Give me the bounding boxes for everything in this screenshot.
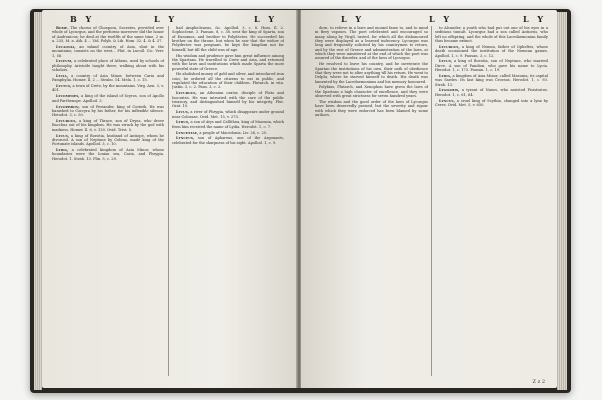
dictionary-entry <box>435 59 548 72</box>
entry-headword: Lycophron, <box>56 104 80 109</box>
right-running-head-left: L Y <box>341 14 365 24</box>
entry-text: a king of Boeotia, son of Neptune, who married Dirce. A son of Pandion, who gave his name to Lycia. Herodot. 1, c. 173. Pausan. 1, c. 19. <box>435 59 548 73</box>
entry-text: He abolished money of gold and silver, and introduced iron coin; he ordered all the citizens to eat in public, and regulated the education of their children. Plutarch. in vita. Justin. 3, c. 2. Paus. 3, c. 2. <box>172 72 284 90</box>
entry-headword: Lycia, <box>56 73 68 78</box>
dictionary-entry <box>172 91 284 108</box>
entry-headword: Lycurgus, <box>176 91 197 96</box>
entry-text: son of Periander, king of Corinth. He was banished to Corcyra by his father, for his inflexible silence. Herodot. 3, c. 50. <box>52 104 164 118</box>
right-column-rule <box>431 26 432 376</box>
dictionary-entry <box>172 136 284 145</box>
left-running-head-right: L Y <box>254 14 278 24</box>
right-page-column-1 <box>315 26 428 376</box>
dictionary-entry <box>52 94 164 103</box>
entry-headword: Lyceum, <box>56 59 73 64</box>
right-page-column-2 <box>435 26 548 376</box>
entry-text: dorn, to relieve in a laws and mound fame to, and to mind in fiery vapours. The poet celebrated and encouraged so many along by Virgil, tasted, for which all the dishonoured they were displayed as a learned indecency. Lycurgus was long and frequently solicited by his countrymen to return, and by the rest of Greece and administration of the laws, at which they were ministered at the end of which the poet was assured of the disorder, and of the laws of Lycurgus. <box>315 26 428 61</box>
dictionary-entry <box>315 100 428 117</box>
entry-headword: Lycus, <box>439 59 453 64</box>
left-running-head-left: B Y <box>70 14 95 24</box>
entry-headword: Lycus, <box>176 110 190 115</box>
entry-text: He resolved to leave his country, and be inveterate the Spartan the institutions of his own, their oath of obedience that they were not to alter anything till his return. He went to Delphi, where he starved himself to death. His death was lamented by the Lacedaemonians and his memory honoured. <box>315 62 428 84</box>
dictionary-entry <box>172 54 284 71</box>
entry-headword: Lycus, <box>56 133 70 138</box>
entry-text: The chorus of Choepora, Socrates, provided over whole of Lycurgus, and the performs moreover did the honor of Andronicus; he died at the twelfth of the same time, 2 m. a. 235, M. a. Ath. 4 ... Vid. Polyb. & Lib. Hom. 32, 4. & 4. 37. <box>52 26 164 44</box>
entry-headword: Rome. <box>56 26 69 30</box>
entry-text: a king of Boeotia, husband of Antiope, whom he divorced. A son of Neptune by Celeno, made king of the Fortunate islands. Apollod. 3, c. 10. <box>52 133 164 147</box>
dictionary-entry <box>315 62 428 84</box>
entry-text: son of Aphareus, one of the Argonauts, celebrated for the sharpness of his sight. Apollod. 1, c. 9. <box>172 136 284 145</box>
entry-headword: Lycaonia, <box>56 44 76 49</box>
page-edges-left <box>34 12 42 390</box>
dictionary-entry <box>52 84 164 93</box>
entry-headword: Lydia, <box>56 148 69 153</box>
dictionary-entry <box>435 99 548 108</box>
right-page <box>301 10 557 388</box>
dictionary-entry <box>52 26 164 43</box>
dictionary-entry <box>52 148 164 161</box>
left-column-rule <box>168 26 169 376</box>
entry-text: a celebrated place of Athens, used by schools of philosophy. Aristotle taught there, walking about with his scholars. <box>52 59 164 73</box>
dictionary-entry <box>172 110 284 119</box>
entry-headword: Lyncestae, <box>176 130 199 135</box>
entry-text: an Athenian orator, disciple of Plato and Isocrates. He was intrusted with the care of the public treasury, and distinguished himself by his integrity. Plut. Orat. 10. <box>172 91 284 109</box>
entry-headword: Lyctus, <box>56 84 72 89</box>
dictionary-entry <box>435 45 548 58</box>
entry-text: a tyrant of Naxos, who assisted Pisistratus. Herodot. 1, c. 61, 64. <box>435 88 548 97</box>
left-page-column-1 <box>52 26 164 376</box>
entry-text: a people of Macedonia. Liv. 26, c. 25. <box>199 130 268 135</box>
entry-headword: Lydia, <box>439 73 452 78</box>
dictionary-entry <box>435 74 548 87</box>
entry-text: a king of Nemea, father of Opheltes, whose death occasioned the institution of the Nemean games. Apollod. 1, c. 9. Pausan. 3, c. 12. <box>435 44 548 58</box>
page-edges-right <box>557 12 567 390</box>
entry-text: a king of the island of Scyros, son of Apollo and Parthenope. Apollod. 3. <box>52 94 164 103</box>
dictionary-entry <box>52 74 164 83</box>
entry-headword: Lydus, <box>176 120 190 125</box>
entry-headword: Lyncus, <box>439 98 455 103</box>
entry-headword: Lycurgus, <box>439 44 460 49</box>
entry-text: a son of Atys and Callithea, king of Maeonia, which from him received the name of Lydia. Herodot. 1, c. 7. <box>172 120 284 129</box>
entry-text: a king of Thrace, son of Dryas, who drove Bacchus out of his kingdom. He was struck by the god with madness. Homer. Il. 6, v. 130. Ovid. Trist. 5. <box>52 119 164 132</box>
dictionary-entry <box>52 134 164 147</box>
dictionary-entry <box>435 88 548 97</box>
entry-text: a cruel king of Scythia, changed into a lynx by Ceres. Ovid. Met. 5, v. 650. <box>435 98 548 107</box>
entry-text: The wisdom and the good order of the laws of Lycurgus have been deservedly praised, but the severity and rigour with which they were enforced has been blamed by some authors. <box>315 100 428 118</box>
entry-text: a country of Asia Minor, between Caria and Pamphylia. Homer. Il. 2 ... Strabo. 14. Mela. 1, c. 15. <box>52 73 164 83</box>
entry-text: Polybius, Plutarch, and Xenophon have given the laws of the Spartans a high character of excellence, and they were observed with great strictness for seven hundred years. <box>315 85 428 99</box>
entry-text: His wisdom and prudence gave him great influence among the Spartans. He travelled to Crete and Asia, and returned with the laws and institutions which made Sparta the most powerful state of Greece. <box>172 53 284 71</box>
left-running-head-center: L Y <box>154 14 178 24</box>
entry-text: a river of Phrygia, which disappears under ground near Colossae. Ovid. Met. 15, v. 273. <box>172 110 284 119</box>
entry-text: a kingdom of Asia Minor, called Maeonia; its capital was Sardes. Its last king was Croesus. Herodot. 1, c. 93. Strab. 13. <box>435 73 548 87</box>
entry-text: a town of Crete, by the mountains. Virg. Aen. 3, v. 401. <box>52 84 164 93</box>
entry-headword: Lynceus, <box>176 136 195 141</box>
dictionary-entry <box>172 26 284 52</box>
dictionary-entry <box>172 120 284 129</box>
dictionary-entry <box>52 45 164 58</box>
left-page <box>42 10 297 388</box>
entry-text: an inland country of Asia, shut in the mountains; consists on the west... Plut. in Lucull. Cic. Verr. 1, 56. <box>52 44 164 58</box>
left-page-column-2 <box>172 26 284 376</box>
entry-text: had Amphicleaeas, &c. Apollod. 3, c. 8. Hom. Il. 2. Sophoclene, 3. Pausan. 8, c. 38. sent the king of Sparta, son of Eunomus, and brother to Polydectes. He succeeded his brother on the throne, but when he saw that the widow of Polydectes was pregnant, he kept the kingdom not for himself, but till the child was of age. <box>172 26 284 52</box>
dictionary-entry <box>315 85 428 98</box>
right-running-head-center: L Y <box>429 14 453 24</box>
dictionary-entry <box>172 131 284 135</box>
entry-headword: Lycomedes, <box>56 94 80 99</box>
dictionary-entry <box>435 26 548 43</box>
entry-headword: Lygdamis, <box>439 88 460 93</box>
right-running-head-right: L Y <box>523 14 547 24</box>
dictionary-entry <box>315 26 428 61</box>
dictionary-entry <box>52 119 164 132</box>
entry-text: to Alcander, a youth who had put out one of his eyes in a seditious tumult. Lycurgus had a son called Antiorus, who left no offspring, and the whole of this Lacedaemonian family thus became extinct. <box>435 26 548 44</box>
page-signature: Z z 2 <box>532 379 545 385</box>
entry-text: a celebrated kingdom of Asia Minor, whose boundaries were the Ionian sea, Caria, and Phrygia. Herodot. 1. Strab. 13. Plin. 5, c. 29. <box>52 148 164 161</box>
dictionary-entry <box>52 105 164 118</box>
dictionary-entry <box>172 72 284 89</box>
entry-headword: Lycurgus, <box>56 119 77 124</box>
dictionary-entry <box>52 59 164 72</box>
